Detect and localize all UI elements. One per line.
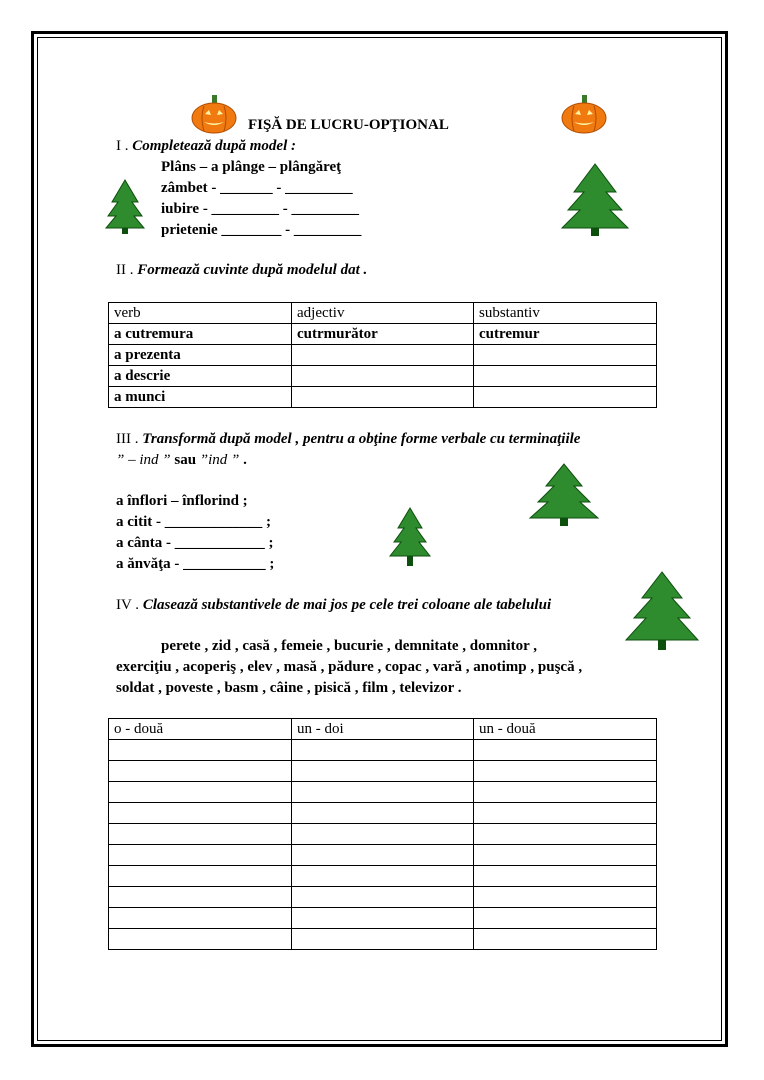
- table-cell[interactable]: [292, 345, 474, 366]
- tree-icon-3: [528, 462, 600, 528]
- suffix-ind-2: ”ind ”: [199, 452, 240, 468]
- tree-icon-2: [560, 162, 630, 240]
- table-cell[interactable]: [109, 761, 292, 782]
- table-cell[interactable]: [292, 782, 474, 803]
- table-cell[interactable]: [474, 866, 657, 887]
- section4-table: [108, 718, 657, 950]
- suffix-sau: sau: [174, 452, 197, 468]
- table-cell[interactable]: [474, 761, 657, 782]
- header-verb: verb: [109, 303, 292, 324]
- section1-heading: [116, 138, 296, 155]
- section3-line-citit: a citit - _____________ ;: [116, 514, 271, 530]
- table-cell[interactable]: [292, 803, 474, 824]
- section3-line-canta: a cânta - ____________ ;: [116, 535, 274, 551]
- table-cell[interactable]: [474, 929, 657, 950]
- section2-instruction: Formează cuvinte după modelul dat .: [137, 262, 368, 278]
- table-cell[interactable]: [109, 803, 292, 824]
- tree-icon-1: [104, 178, 146, 238]
- table-row: [109, 803, 657, 824]
- section3-instruction: Transformă după model , pentru a obţine forme verbale cu terminaţiile: [142, 431, 581, 447]
- table-cell[interactable]: [474, 803, 657, 824]
- table-cell[interactable]: [474, 387, 657, 408]
- table-cell[interactable]: [292, 366, 474, 387]
- table-row: [109, 740, 657, 761]
- table-cell[interactable]: [292, 929, 474, 950]
- section3-line-invata: a ănvăţa - ___________ ;: [116, 556, 275, 572]
- nouns-line-3: soldat , poveste , basm , câine , pisică , film , televizor .: [116, 680, 462, 696]
- table-row: [109, 366, 657, 387]
- table-header-row: [109, 303, 657, 324]
- table-row: [109, 929, 657, 950]
- table-cell[interactable]: [474, 845, 657, 866]
- section3-roman: III .: [116, 431, 139, 447]
- section2-roman: II .: [116, 262, 134, 278]
- pumpkin-icon-right: [560, 94, 608, 134]
- table-row: [109, 866, 657, 887]
- table-row: [109, 324, 657, 345]
- table-cell[interactable]: [474, 824, 657, 845]
- table-cell[interactable]: [109, 887, 292, 908]
- table-row: [109, 908, 657, 929]
- table-cell[interactable]: [109, 824, 292, 845]
- section1-line-zambet: zâmbet - _______ - _________: [161, 180, 353, 196]
- table-cell: a munci: [109, 387, 292, 408]
- section1-roman: I .: [116, 138, 129, 154]
- section1-instruction: Completează după model :: [132, 138, 296, 154]
- suffix-ind: ” – ind ”: [116, 452, 171, 468]
- table-cell[interactable]: [109, 845, 292, 866]
- table-cell[interactable]: [292, 887, 474, 908]
- table-cell[interactable]: [474, 366, 657, 387]
- header-o-doua: o - două: [109, 719, 292, 740]
- page-title: FIŞĂ DE LUCRU-OPŢIONAL: [248, 117, 449, 133]
- header-substantiv: substantiv: [474, 303, 657, 324]
- table-cell[interactable]: [474, 740, 657, 761]
- table-cell[interactable]: [109, 929, 292, 950]
- section3-line-model: a înflori – înflorind ;: [116, 493, 248, 509]
- table-row: [109, 782, 657, 803]
- nouns-line-1: perete , zid , casă , femeie , bucurie , demnitate , domnitor ,: [161, 638, 538, 654]
- section3-suffixes: [116, 452, 247, 469]
- table-cell: a descrie: [109, 366, 292, 387]
- table-cell[interactable]: [109, 782, 292, 803]
- table-cell[interactable]: [109, 866, 292, 887]
- tree-icon-5: [624, 570, 700, 652]
- table-cell[interactable]: [292, 845, 474, 866]
- pumpkin-icon-left: [190, 94, 238, 134]
- section1-line-prietenie: prietenie ________ - _________: [161, 222, 362, 238]
- table-row: [109, 387, 657, 408]
- section1-line-iubire: iubire - _________ - _________: [161, 201, 360, 217]
- table-row: [109, 887, 657, 908]
- section2-table: [108, 302, 657, 408]
- suffix-end: .: [243, 452, 247, 468]
- header-un-doua: un - două: [474, 719, 657, 740]
- table-header-row: [109, 719, 657, 740]
- table-cell[interactable]: [109, 740, 292, 761]
- table-row: [109, 761, 657, 782]
- table-cell[interactable]: [474, 908, 657, 929]
- table-cell[interactable]: [474, 345, 657, 366]
- header-un-doi: un - doi: [292, 719, 474, 740]
- section3-heading: [116, 431, 580, 448]
- section2-heading: [116, 262, 367, 279]
- table-row: [109, 824, 657, 845]
- section4-roman: IV .: [116, 597, 140, 613]
- table-cell[interactable]: [474, 782, 657, 803]
- table-row: [109, 345, 657, 366]
- table-cell: a cutremura: [109, 324, 292, 345]
- table-cell[interactable]: [292, 908, 474, 929]
- table-cell[interactable]: [474, 887, 657, 908]
- table-cell[interactable]: [292, 824, 474, 845]
- table-cell[interactable]: [292, 740, 474, 761]
- table-cell[interactable]: [292, 761, 474, 782]
- table-cell[interactable]: [292, 387, 474, 408]
- nouns-line-2: exerciţiu , acoperiş , elev , masă , pădure , copac , vară , anotimp , puşcă ,: [116, 659, 583, 675]
- section4-table-body: [109, 740, 657, 950]
- table-cell[interactable]: [109, 908, 292, 929]
- table-cell: cutrmurător: [292, 324, 474, 345]
- table-cell[interactable]: [292, 866, 474, 887]
- section1-line-model: Plâns – a plânge – plângăreţ: [161, 159, 342, 175]
- header-adjectiv: adjectiv: [292, 303, 474, 324]
- section4-instruction: Clasează substantivele de mai jos pe cele trei coloane ale tabelului: [142, 597, 552, 613]
- table-row: [109, 845, 657, 866]
- table-cell: a prezenta: [109, 345, 292, 366]
- section4-heading: [116, 597, 551, 614]
- tree-icon-4: [388, 506, 432, 568]
- table-cell: cutremur: [474, 324, 657, 345]
